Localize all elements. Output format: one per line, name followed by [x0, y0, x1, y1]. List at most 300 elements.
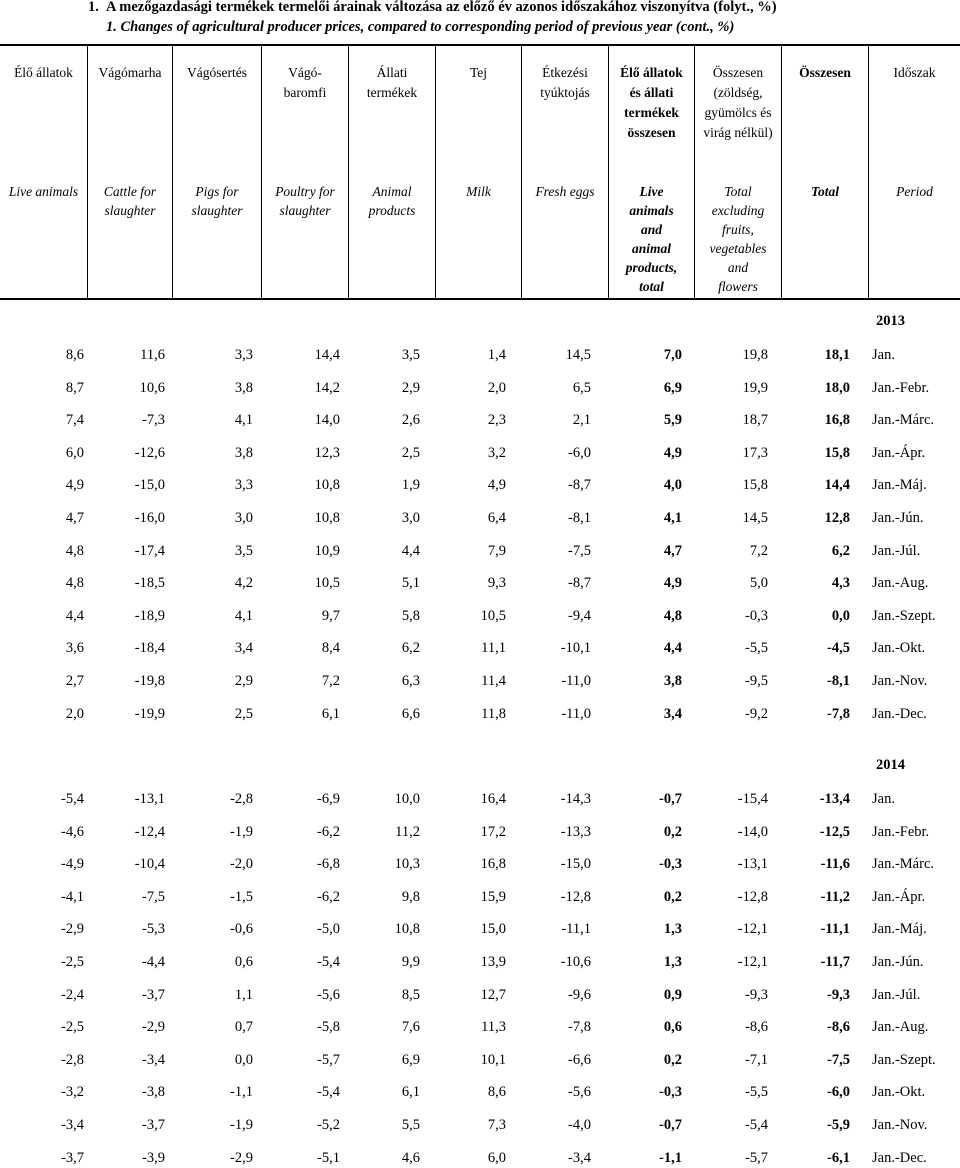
table-cell: 5,1	[401, 575, 420, 592]
table-cell: 6,1	[321, 705, 340, 722]
column-label-en: Total	[810, 184, 839, 199]
table-cell: -10,6	[560, 954, 591, 970]
table-cell: 5,0	[749, 575, 768, 592]
table-cell: 0,7	[234, 1019, 253, 1036]
table-row	[0, 573, 960, 593]
column-header	[349, 46, 436, 298]
table-cell: -5,9	[827, 1117, 850, 1133]
table-cell: 6,9	[663, 379, 682, 396]
table-cell: -5,4	[317, 954, 340, 970]
table-cell: 0,6	[663, 1019, 682, 1036]
table-cell: 2,0	[65, 705, 84, 722]
period-cell: Jan.	[872, 791, 895, 807]
table-cell: 3,3	[234, 477, 253, 494]
column-label-hu: Élő állatok	[14, 65, 73, 80]
period-cell: Jan.-Aug.	[872, 1019, 929, 1036]
table-cell: -11,1	[561, 921, 591, 938]
table-cell: -15,4	[737, 791, 768, 807]
table-cell: -12,4	[134, 823, 165, 840]
table-cell: -0,3	[659, 856, 682, 873]
period-cell: Jan.-Szept.	[872, 1051, 936, 1068]
title-hungarian: A mezőgazdasági termékek termelői árainak változása az előző év azonos időszakához viszonyítva (folyt., %)	[106, 0, 777, 15]
table-cell: -8,1	[568, 510, 591, 526]
table-cell: -6,0	[827, 1084, 850, 1101]
table-row	[0, 854, 960, 874]
table-cell: 4,7	[663, 542, 682, 559]
table-cell: -2,4	[61, 986, 84, 1003]
period-cell: Jan.-Febr.	[872, 379, 930, 396]
table-cell: 4,4	[401, 542, 420, 559]
table-cell: 4,4	[663, 640, 682, 657]
table-cell: -1,9	[230, 823, 253, 840]
table-cell: 2,5	[401, 444, 420, 461]
table-cell: 18,1	[824, 347, 850, 363]
table-cell: 9,8	[401, 888, 420, 905]
table-cell: -6,6	[568, 1051, 591, 1068]
table-row	[0, 1050, 960, 1070]
table-row	[0, 985, 960, 1005]
period-cell: Jan.-Okt.	[872, 1084, 926, 1101]
table-cell: 6,9	[401, 1051, 420, 1068]
period-cell: Jan.	[872, 347, 895, 363]
table-cell: 9,7	[321, 607, 340, 624]
table-cell: -4,5	[827, 640, 850, 657]
table-cell: -12,8	[560, 888, 591, 905]
table-cell: -5,6	[317, 986, 340, 1003]
table-cell: -3,4	[142, 1051, 165, 1068]
table-cell: -5,5	[745, 1084, 768, 1101]
table-cell: -2,5	[61, 954, 84, 970]
table-row	[0, 541, 960, 561]
column-header	[88, 46, 173, 298]
table-row	[0, 671, 960, 691]
table-cell: -7,8	[827, 705, 850, 722]
table-cell: 14,4	[314, 347, 340, 363]
table-cell: 10,8	[394, 921, 420, 938]
table-cell: 2,9	[401, 379, 420, 396]
table-cell: 2,5	[234, 705, 253, 722]
table-cell: 8,7	[65, 379, 84, 396]
table-cell: -13,3	[560, 823, 591, 840]
table-cell: 7,2	[749, 542, 768, 559]
table-cell: -1,1	[659, 1149, 682, 1166]
table-cell: 11,8	[481, 705, 506, 722]
table-cell: -3,4	[61, 1117, 84, 1133]
table-row	[0, 475, 960, 495]
table-row	[0, 1115, 960, 1135]
table-cell: -15,0	[134, 477, 165, 494]
table-cell: -8,1	[827, 673, 850, 689]
table-cell: 3,4	[234, 640, 253, 657]
table-cell: -11,1	[820, 921, 850, 938]
table-cell: 7,0	[663, 347, 682, 363]
table-cell: 8,4	[321, 640, 340, 657]
table-cell: 11,3	[481, 1019, 506, 1036]
table-cell: -0,3	[745, 607, 768, 624]
table-cell: 6,2	[831, 542, 850, 559]
table-cell: 0,2	[663, 823, 682, 840]
table-cell: 4,3	[831, 575, 850, 592]
table-cell: 19,8	[742, 347, 768, 363]
table-row	[0, 789, 960, 809]
column-label-hu: Állati termékek	[366, 65, 418, 100]
table-row	[0, 952, 960, 972]
table-cell: 2,3	[487, 412, 506, 429]
table-cell: -2,0	[230, 856, 253, 873]
table-cell: 9,9	[401, 954, 420, 970]
column-header	[609, 46, 695, 298]
table-cell: 3,5	[234, 542, 253, 559]
table-cell: -14,0	[737, 823, 768, 840]
table-cell: -1,9	[230, 1117, 253, 1133]
table-cell: 3,4	[663, 705, 682, 722]
table-cell: -13,4	[819, 791, 850, 807]
table-cell: 14,5	[742, 510, 768, 526]
table-cell: -11,2	[820, 888, 850, 905]
column-label-en: Cattle for slaughter	[103, 184, 157, 218]
table-cell: -7,1	[745, 1051, 768, 1068]
table-cell: -2,9	[142, 1019, 165, 1036]
table-cell: -19,9	[134, 705, 165, 722]
table-cell: -5,6	[568, 1084, 591, 1101]
table-cell: -5,4	[317, 1084, 340, 1101]
table-cell: 10,1	[480, 1051, 506, 1068]
table-cell: -0,3	[659, 1084, 682, 1101]
table-cell: 15,9	[480, 888, 506, 905]
table-cell: -2,8	[61, 1051, 84, 1068]
table-cell: -14,3	[560, 791, 591, 807]
table-row	[0, 508, 960, 528]
period-cell: Jan.-Dec.	[872, 705, 927, 722]
table-row	[0, 638, 960, 658]
table-cell: 1,3	[663, 954, 682, 970]
period-cell: Jan.-Okt.	[872, 640, 926, 657]
period-cell: Jan.-Júl.	[872, 986, 921, 1003]
table-cell: -0,6	[230, 921, 253, 938]
table-cell: 7,3	[487, 1117, 506, 1133]
table-row	[0, 345, 960, 365]
table-cell: 7,4	[65, 412, 84, 429]
table-cell: -5,7	[745, 1149, 768, 1166]
table-cell: 16,8	[824, 412, 850, 429]
period-cell: Jan.-Jún.	[872, 510, 924, 526]
table-cell: 4,9	[487, 477, 506, 494]
table-cell: 3,5	[401, 347, 420, 363]
column-label-hu: Összesen	[799, 65, 851, 80]
column-label-hu: Vágósertés	[187, 65, 247, 80]
table-cell: 16,8	[480, 856, 506, 873]
period-cell: Jan.-Máj.	[872, 921, 927, 938]
table-cell: 4,1	[234, 412, 253, 429]
table-cell: 2,7	[65, 673, 84, 689]
table-cell: 2,9	[234, 673, 253, 689]
period-cell: Jan.-Aug.	[872, 575, 929, 592]
table-cell: -15,0	[560, 856, 591, 873]
table-cell: 7,9	[487, 542, 506, 559]
table-cell: 1,4	[487, 347, 506, 363]
period-cell: Jan.-Ápr.	[872, 888, 926, 905]
table-cell: -13,1	[737, 856, 768, 873]
table-cell: 12,8	[824, 510, 850, 526]
column-label-hu: Vágó-baromfi	[283, 65, 327, 100]
table-cell: 6,6	[401, 705, 420, 722]
table-cell: 4,8	[663, 607, 682, 624]
table-cell: 6,0	[487, 1149, 506, 1166]
period-cell: Jan.-Júl.	[872, 542, 921, 559]
table-cell: -1,1	[230, 1084, 253, 1101]
table-header	[0, 44, 960, 300]
table-cell: -1,5	[230, 888, 253, 905]
table-cell: -2,9	[61, 921, 84, 938]
table-cell: 6,1	[401, 1084, 420, 1101]
table-cell: -18,4	[134, 640, 165, 657]
table-cell: 0,0	[234, 1051, 253, 1068]
table-cell: 1,3	[663, 921, 682, 938]
table-cell: 0,2	[663, 888, 682, 905]
period-cell: Jan.-Márc.	[872, 856, 935, 873]
table-cell: -3,2	[61, 1084, 84, 1101]
column-label-hu: Időszak	[893, 65, 936, 80]
table-cell: 7,2	[321, 673, 340, 689]
table-cell: -6,2	[317, 888, 340, 905]
table-cell: -5,4	[61, 791, 84, 807]
table-cell: 11,4	[481, 673, 506, 689]
table-cell: 5,8	[401, 607, 420, 624]
table-cell: -4,0	[568, 1117, 591, 1133]
table-cell: 15,8	[824, 444, 850, 461]
column-label-hu: Összesen (zöldség, gyümölcs és virág nélkül)	[703, 65, 773, 140]
period-cell: Jan.-Dec.	[872, 1149, 927, 1166]
table-cell: -2,5	[61, 1019, 84, 1036]
table-cell: 3,3	[234, 347, 253, 363]
table-cell: 0,9	[663, 986, 682, 1003]
table-cell: 13,9	[480, 954, 506, 970]
table-cell: -3,9	[142, 1149, 165, 1166]
period-cell: Jan.-Febr.	[872, 823, 930, 840]
table-cell: -18,9	[134, 607, 165, 624]
table-cell: -5,5	[745, 640, 768, 657]
table-cell: 17,2	[480, 823, 506, 840]
table-cell: 3,8	[234, 379, 253, 396]
table-cell: 2,6	[401, 412, 420, 429]
table-cell: 4,9	[663, 575, 682, 592]
column-label-hu: Étkezési tyúktojás	[540, 65, 590, 100]
table-cell: 8,6	[487, 1084, 506, 1101]
table-cell: 10,8	[314, 510, 340, 526]
table-cell: 11,2	[395, 823, 420, 840]
year-heading: 2013	[876, 313, 905, 329]
table-cell: 12,3	[314, 444, 340, 461]
period-cell: Jan.-Nov.	[872, 673, 928, 689]
table-cell: -8,6	[745, 1019, 768, 1036]
table-cell: -8,7	[568, 575, 591, 592]
table-cell: -3,7	[61, 1149, 84, 1166]
table-cell: -9,3	[827, 986, 850, 1003]
table-cell: 10,0	[394, 791, 420, 807]
table-cell: -11,6	[820, 856, 850, 873]
column-header	[782, 46, 869, 298]
table-cell: 16,4	[480, 791, 506, 807]
table-cell: 4,8	[65, 542, 84, 559]
table-cell: -3,4	[568, 1149, 591, 1166]
table-row	[0, 1082, 960, 1102]
column-label-hu: Élő állatok és állati termékek összesen	[620, 65, 683, 140]
table-cell: -12,1	[737, 921, 768, 938]
table-row	[0, 1017, 960, 1037]
table-cell: 15,8	[742, 477, 768, 494]
table-cell: 6,0	[65, 444, 84, 461]
table-row	[0, 378, 960, 398]
table-cell: -5,7	[317, 1051, 340, 1068]
column-label-en: Period	[896, 184, 933, 199]
table-cell: -5,1	[317, 1149, 340, 1166]
table-cell: -11,0	[561, 673, 591, 689]
period-cell: Jan.-Nov.	[872, 1117, 928, 1133]
table-cell: -12,6	[134, 444, 165, 461]
table-cell: 0,2	[663, 1051, 682, 1068]
table-cell: -9,5	[745, 673, 768, 689]
table-cell: 14,4	[824, 477, 850, 494]
table-cell: 11,6	[140, 347, 165, 363]
table-cell: -5,2	[317, 1117, 340, 1133]
period-cell: Jan.-Jún.	[872, 954, 924, 970]
table-cell: 3,0	[401, 510, 420, 526]
table-cell: 4,4	[65, 607, 84, 624]
table-cell: 6,3	[401, 673, 420, 689]
table-cell: -3,7	[142, 986, 165, 1003]
table-cell: -4,1	[61, 888, 84, 905]
table-cell: 4,9	[663, 444, 682, 461]
table-cell: 2,0	[487, 379, 506, 396]
table-cell: -12,1	[737, 954, 768, 970]
table-cell: -7,8	[568, 1019, 591, 1036]
table-row	[0, 887, 960, 907]
table-cell: -16,0	[134, 510, 165, 526]
table-cell: 4,0	[663, 477, 682, 494]
year-heading: 2014	[876, 757, 905, 773]
table-cell: -0,7	[659, 791, 682, 807]
table-cell: 1,9	[401, 477, 420, 494]
table-cell: -0,7	[659, 1117, 682, 1133]
table-cell: -19,8	[134, 673, 165, 689]
table-cell: 12,7	[480, 986, 506, 1003]
table-cell: 10,6	[139, 379, 165, 396]
table-cell: -13,1	[134, 791, 165, 807]
table-cell: 10,5	[314, 575, 340, 592]
table-cell: -12,8	[737, 888, 768, 905]
table-row	[0, 822, 960, 842]
column-label-en: Animal products	[368, 184, 416, 218]
title-english: 1. Changes of agricultural producer prices, compared to corresponding period of previous year (cont., %)	[106, 19, 735, 35]
table-cell: 6,5	[572, 379, 591, 396]
column-header	[262, 46, 349, 298]
table-cell: 3,6	[65, 640, 84, 657]
table-cell: 10,5	[480, 607, 506, 624]
table-cell: 14,0	[314, 412, 340, 429]
table-cell: -11,7	[820, 954, 850, 970]
column-label-en: Milk	[466, 184, 491, 199]
column-header	[436, 46, 522, 298]
table-row	[0, 1148, 960, 1168]
column-header	[522, 46, 609, 298]
table-cell: -18,5	[134, 575, 165, 592]
table-cell: 4,7	[65, 510, 84, 526]
table-cell: -11,0	[561, 705, 591, 722]
table-cell: -4,6	[61, 823, 84, 840]
table-cell: 19,9	[742, 379, 768, 396]
table-cell: 0,0	[831, 607, 850, 624]
table-cell: -6,9	[317, 791, 340, 807]
table-cell: -6,0	[568, 444, 591, 461]
period-cell: Jan.-Márc.	[872, 412, 935, 429]
table-cell: 18,7	[742, 412, 768, 429]
table-cell: 14,5	[565, 347, 591, 363]
table-cell: -8,7	[568, 477, 591, 494]
table-cell: 6,4	[487, 510, 506, 526]
table-cell: 4,1	[663, 510, 682, 526]
table-cell: -2,8	[230, 791, 253, 807]
table-cell: 18,0	[824, 379, 850, 396]
table-cell: 0,6	[234, 954, 253, 970]
table-cell: 11,1	[481, 640, 506, 657]
column-label-en: Live animals and animal products, total	[625, 184, 678, 294]
column-label-en: Pigs for slaughter	[191, 184, 243, 218]
table-cell: -6,8	[317, 856, 340, 873]
table-cell: 7,6	[401, 1019, 420, 1036]
table-cell: 4,6	[401, 1149, 420, 1166]
table-cell: 10,9	[314, 542, 340, 559]
table-cell: -6,1	[827, 1149, 850, 1166]
table-cell: 17,3	[742, 444, 768, 461]
table-cell: 8,5	[401, 986, 420, 1003]
table-cell: -5,3	[142, 921, 165, 938]
table-row	[0, 443, 960, 463]
table-cell: -9,4	[568, 607, 591, 624]
table-cell: 9,3	[487, 575, 506, 592]
table-cell: 1,1	[234, 986, 253, 1003]
table-cell: -4,9	[61, 856, 84, 873]
table-number: 1.	[88, 0, 99, 15]
column-header	[869, 46, 960, 298]
table-row	[0, 704, 960, 724]
column-header	[0, 46, 88, 298]
table-cell: -8,6	[827, 1019, 850, 1036]
table-cell: -5,0	[317, 921, 340, 938]
table-cell: 10,3	[394, 856, 420, 873]
column-label-hu: Vágómarha	[98, 65, 162, 80]
table-cell: 8,6	[65, 347, 84, 363]
table-cell: -9,3	[745, 986, 768, 1003]
table-cell: -6,2	[317, 823, 340, 840]
table-cell: -7,5	[142, 888, 165, 905]
column-label-en: Live animals	[8, 184, 79, 199]
column-label-en: Total excluding fruits, vegetables and flowers	[709, 184, 767, 294]
column-header	[695, 46, 782, 298]
table-cell: 5,9	[663, 412, 682, 429]
table-cell: 4,2	[234, 575, 253, 592]
column-label-en: Fresh eggs	[535, 184, 595, 199]
table-cell: -7,5	[568, 542, 591, 559]
table-cell: -10,1	[560, 640, 591, 657]
period-cell: Jan.-Szept.	[872, 607, 936, 624]
table-cell: -3,8	[142, 1084, 165, 1101]
table-cell: -17,4	[134, 542, 165, 559]
table-cell: -3,7	[142, 1117, 165, 1133]
column-header	[173, 46, 262, 298]
table-cell: -7,3	[142, 412, 165, 429]
table-cell: 4,1	[234, 607, 253, 624]
table-cell: 4,9	[65, 477, 84, 494]
